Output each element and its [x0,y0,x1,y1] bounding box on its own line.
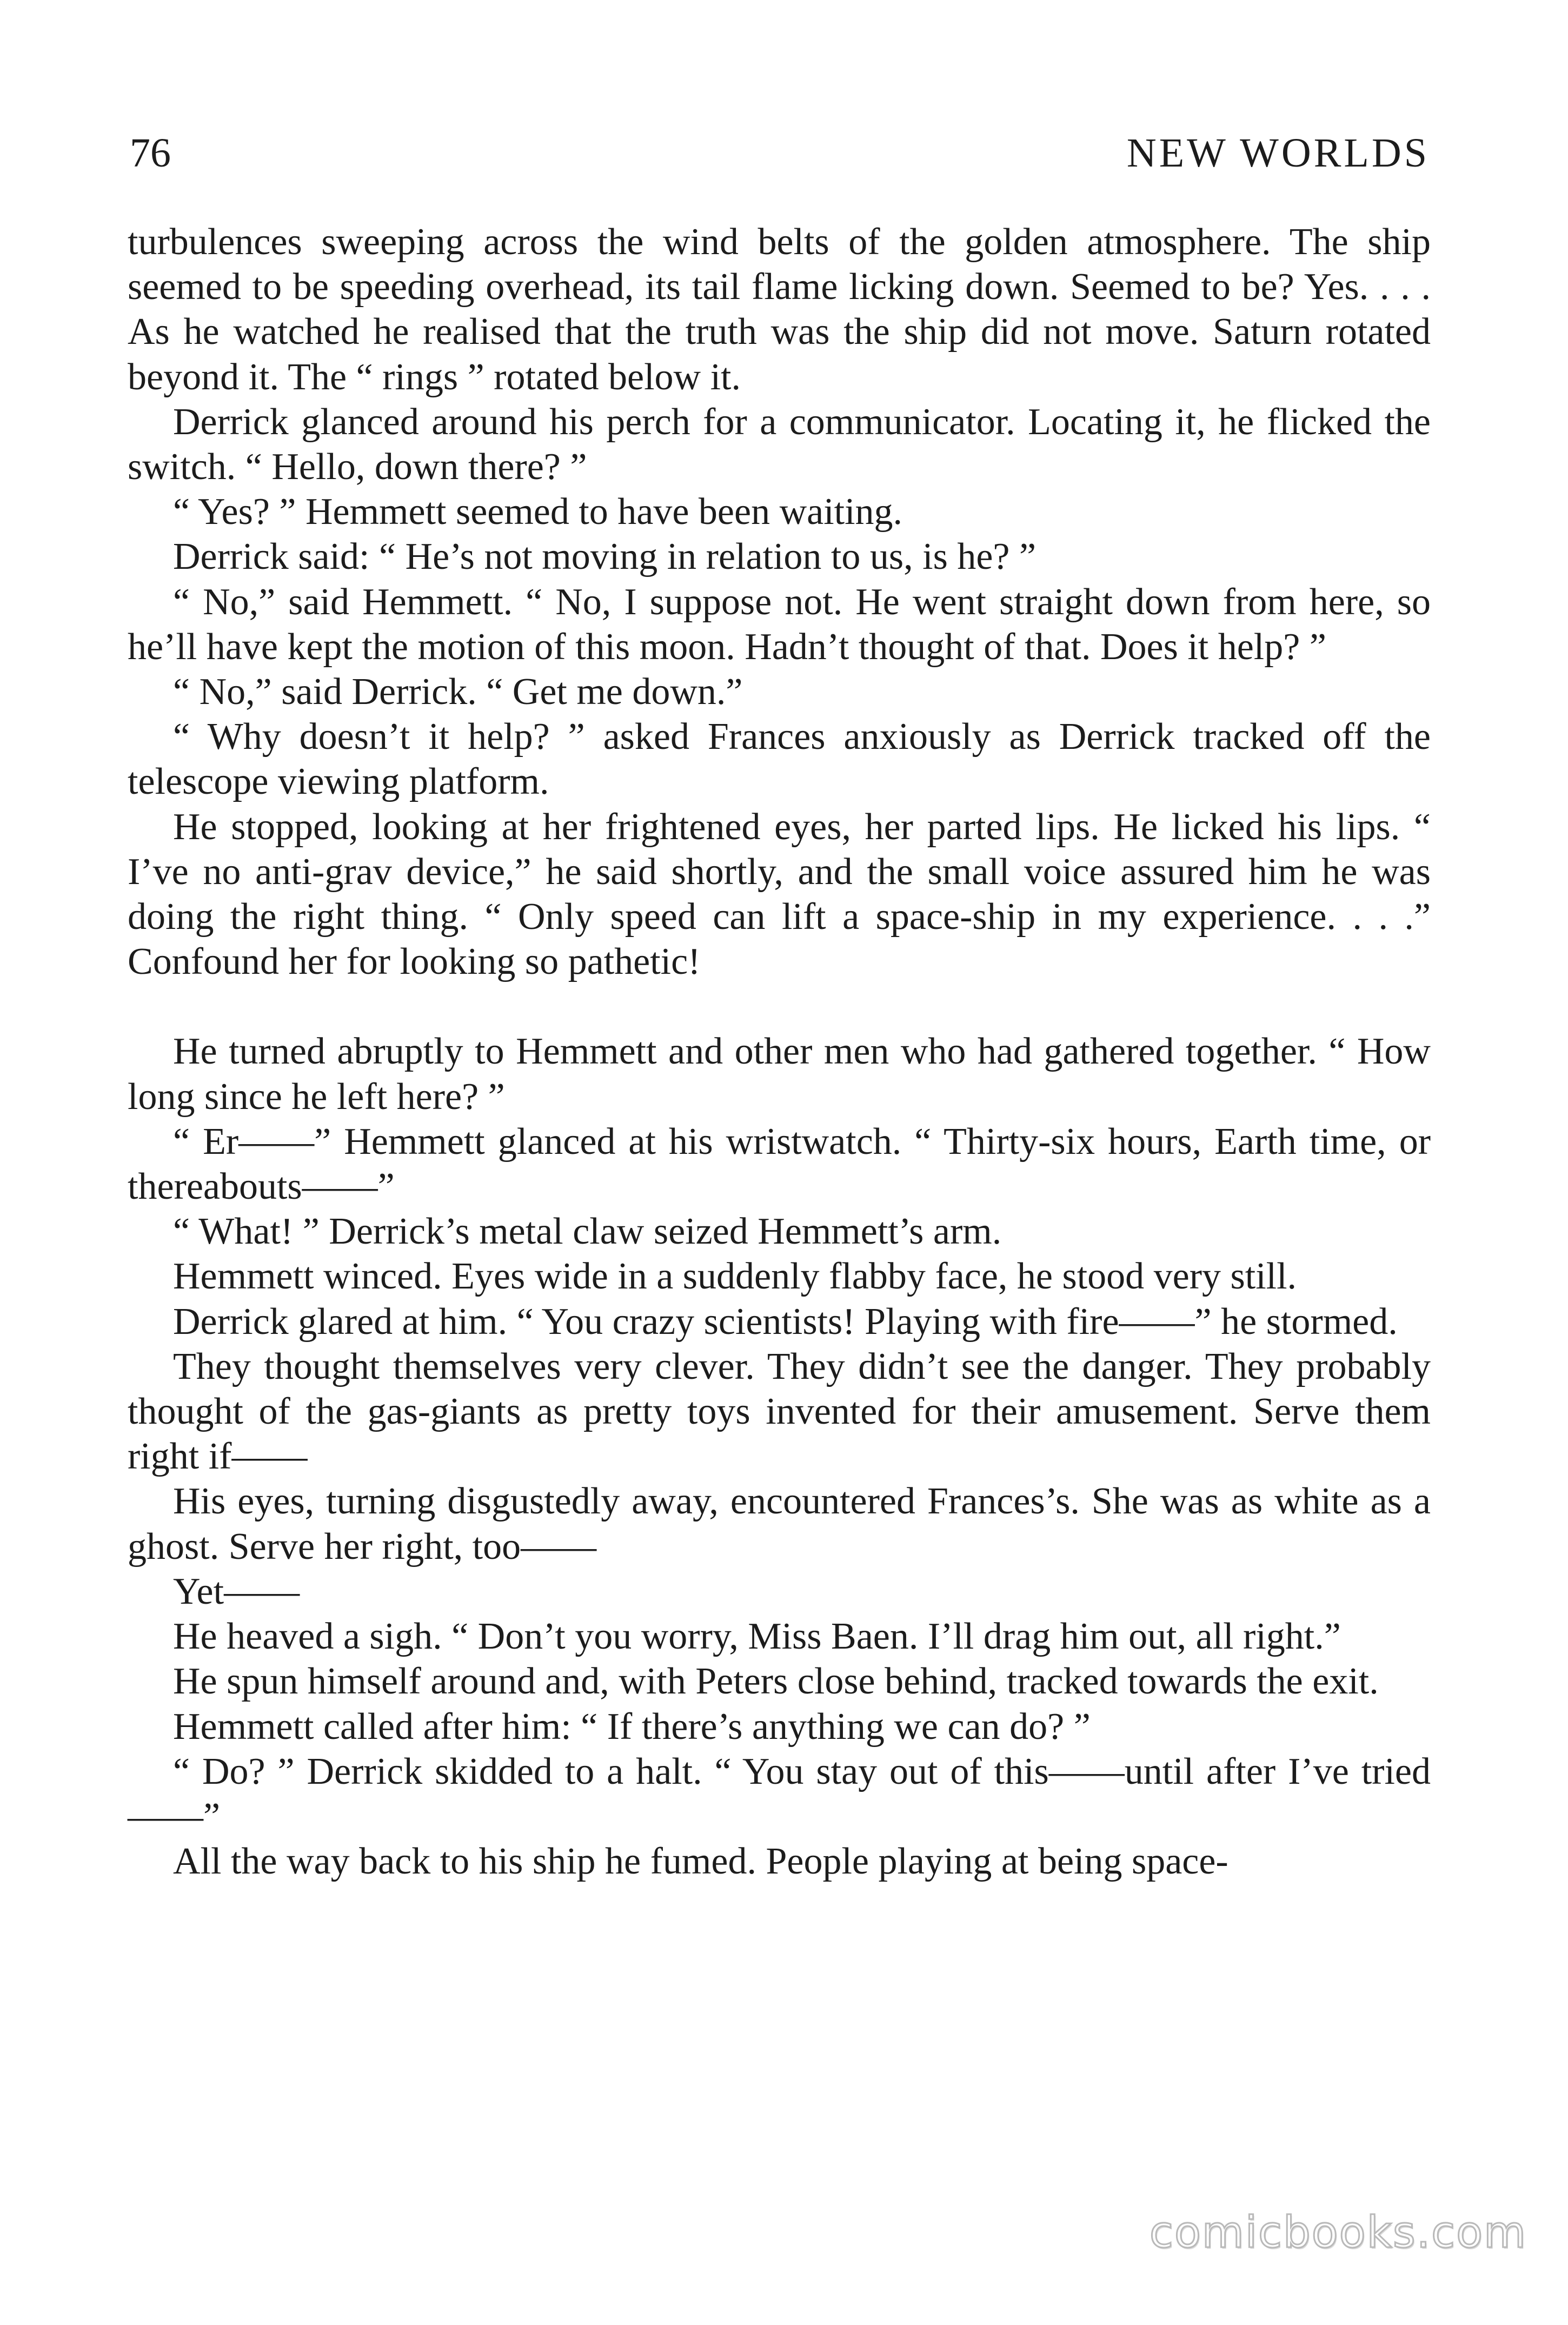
paragraph: “ Yes? ” Hemmett seemed to have been waiting. [173,491,903,533]
watermark: comicbooks.com [1149,2207,1527,2257]
paragraph: He spun himself around and, with Peters close behind, tracked towards the exit. [173,1660,1379,1703]
paragraph: Derrick glanced around his perch for a communicator. Locating it, he flicked the switch. “ Hello, down there? ” [128,401,1431,488]
running-title: NEW WORLDS [1126,130,1430,176]
paragraph: Derrick glared at him. “ You crazy scientists! Playing with fire——” he stormed. [173,1300,1398,1343]
paragraph: Yet—— [173,1570,300,1612]
paragraph: “ No,” said Hemmett. “ No, I suppose not. He went straight down from here, so he’ll have kept the motion of this moon. Hadn’t thought of that. Does it help? ” [128,581,1431,668]
paragraph: Derrick said: “ He’s not moving in relation to us, is he? ” [173,536,1037,578]
running-head [130,123,1430,183]
paragraph: “ Do? ” Derrick skidded to a halt. “ You stay out of this——until after I’ve tried——” [128,1750,1431,1837]
paragraph: Hemmett called after him: “ If there’s anything we can do? ” [173,1705,1091,1748]
paragraph: His eyes, turning disgustedly away, encountered Frances’s. She was as white as a ghost. Serve her right, too—— [128,1480,1431,1567]
paragraph: Hemmett winced. Eyes wide in a suddenly flabby face, he stood very still. [173,1256,1297,1298]
paragraph: He heaved a sigh. “ Don’t you worry, Miss Baen. I’ll drag him out, all right.” [173,1616,1341,1658]
paragraph: “ Er——” Hemmett glanced at his wristwatch. “ Thirty-six hours, Earth time, or thereabouts——” [128,1120,1431,1208]
paragraph: He stopped, looking at her frightened eyes, her parted lips. He licked his lips. “ I’ve no anti-grav device,” he said shortly, and the small voice assured him he was doing the right thing. “ Only speed can lift a space-ship in my experience. . . .” Confound her for looking so pathetic! [128,806,1431,983]
paragraph: “ Why doesn’t it help? ” asked Frances anxiously as Derrick tracked off the telescope viewing platform. [128,716,1431,803]
page-number: 76 [130,130,171,176]
paragraph: “ What! ” Derrick’s metal claw seized Hemmett’s arm. [173,1211,1002,1253]
paragraph: “ No,” said Derrick. “ Get me down.” [173,671,743,713]
paragraph: All the way back to his ship he fumed. People playing at being space- [173,1841,1228,1883]
paragraph: He turned abruptly to Hemmett and other men who had gathered together. “ How long since he left here? ” [128,1031,1431,1118]
paragraph: turbulences sweeping across the wind belts of the golden atmosphere. The ship seemed to be speeding overhead, its tail flame licking down. Seemed to be? Yes. . . . As he watched he realised that the truth was the ship did not move. Saturn rotated beyond it. The “ rings ” rotated below it. [128,221,1431,398]
body-text [128,220,1431,1884]
paragraph: They thought themselves very clever. They didn’t see the danger. They probably thought of the gas-giants as pretty toys invented for their amusement. Serve them right if—— [128,1345,1431,1478]
